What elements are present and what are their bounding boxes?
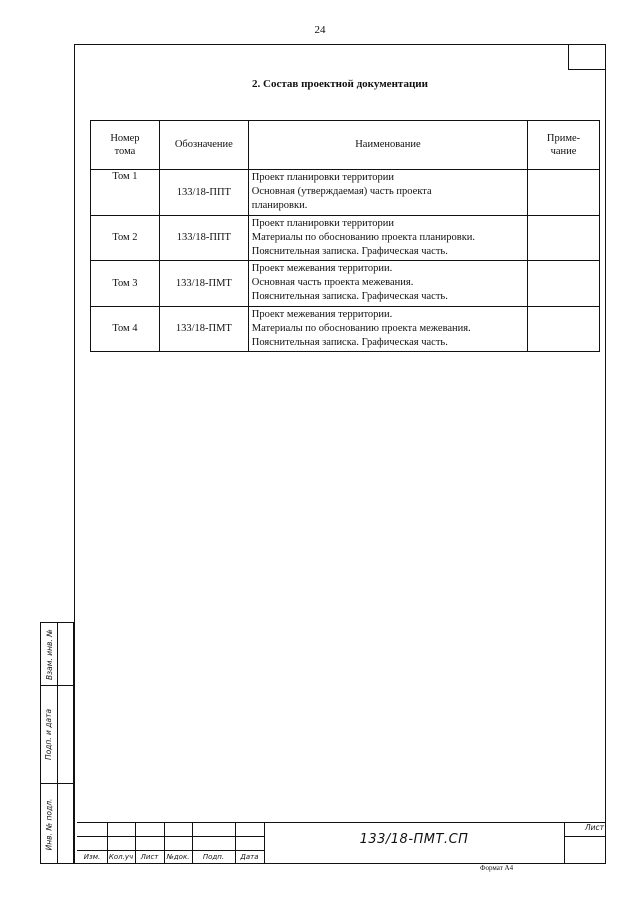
volume-code: 133/18-ПМТ [159, 306, 248, 352]
volume-name: Проект планировки территории Материалы по обоснованию проекта планировки. Пояснительная записка. Графическая часть. [248, 215, 527, 261]
format-label: Формат А4 [480, 864, 514, 872]
volume-note [528, 306, 600, 352]
stamp-podp: Подп. [202, 853, 225, 861]
volume-number: Том 2 [91, 215, 160, 261]
inv-podl-label: Инв. № подл. [44, 798, 54, 850]
volume-code: 133/18-ПМТ [159, 261, 248, 307]
volume-note [528, 170, 600, 216]
volume-name: Проект межевания территории. Основная часть проекта межевания. Пояснительная записка. Графическая часть. [248, 261, 527, 307]
volume-number: Том 1 [91, 170, 160, 216]
stamp-n-dok: №док. [166, 853, 190, 861]
title-block-stamp [77, 822, 606, 864]
section-title: 2. Состав проектной документации [252, 78, 428, 90]
header-number: Номер тома [91, 121, 160, 170]
header-name: Наименование [248, 121, 527, 170]
volume-code: 133/18-ППТ [159, 170, 248, 216]
table-row [91, 306, 600, 352]
stamp-list: Лист [140, 853, 159, 861]
podp-data-label: Подп. и дата [44, 708, 54, 760]
vzam-inv-label: Взам. инв. № [44, 628, 54, 680]
side-approval-strip [40, 622, 74, 864]
volume-number: Том 4 [91, 306, 160, 352]
table-header-row [91, 121, 600, 170]
sheet-number-box [568, 44, 606, 70]
documentation-table [90, 120, 600, 352]
table-row [91, 215, 600, 261]
table-row [91, 261, 600, 307]
stamp-sheet-label: Лист [584, 823, 604, 832]
volume-name: Проект планировки территории Основная (утверждаемая) часть проекта планировки. [248, 170, 527, 216]
volume-note [528, 215, 600, 261]
stamp-data: Дата [240, 853, 259, 861]
document-code: 133/18-ПМТ.СП [359, 832, 469, 847]
volume-number: Том 3 [91, 261, 160, 307]
volume-note [528, 261, 600, 307]
page-number: 24 [314, 24, 326, 36]
header-note: Приме- чание [528, 121, 600, 170]
stamp-kol-uch: Кол.уч [108, 853, 134, 861]
table-row [91, 170, 600, 216]
volume-name: Проект межевания территории. Материалы по обоснованию проекта межевания. Пояснительная записка. Графическая часть. [248, 306, 527, 352]
volume-code: 133/18-ППТ [159, 215, 248, 261]
stamp-izm: Изм. [83, 853, 101, 861]
header-code: Обозначение [159, 121, 248, 170]
